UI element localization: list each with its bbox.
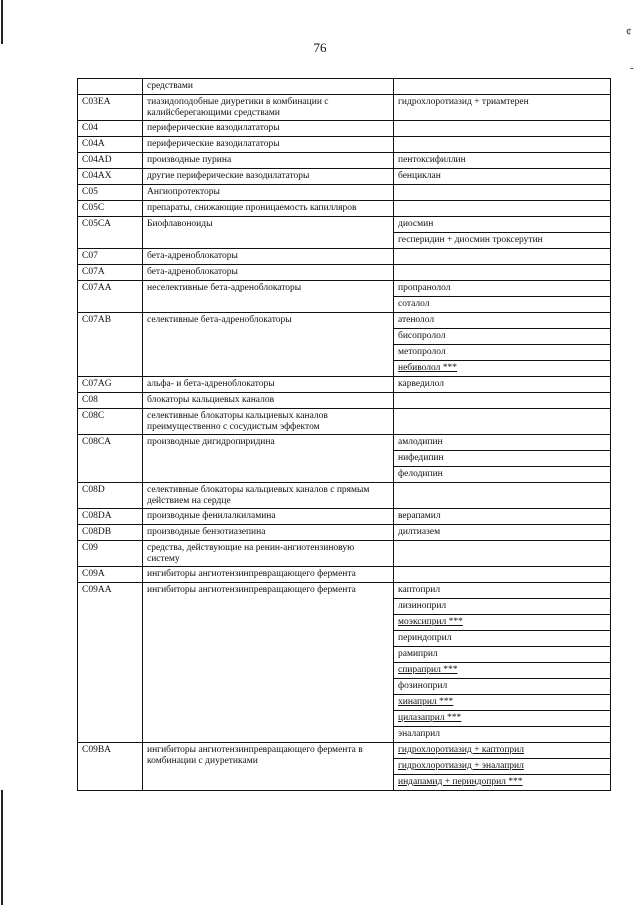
table-row (78, 583, 611, 599)
drug-group-cell: Ангиопротекторы (143, 185, 394, 201)
drug-name-cell (394, 137, 611, 153)
drug-name-cell (394, 345, 611, 361)
drug-name: рамиприл (398, 649, 438, 659)
drug-group-cell: ингибиторы ангиотензинпревращающего фермента в комбинации с диуретиками (143, 743, 394, 791)
page-number: 76 (313, 40, 327, 55)
atc-code-cell: C08 (78, 393, 143, 409)
drug-name-cell (394, 153, 611, 169)
drug-name: эналаприл (398, 729, 440, 739)
table-row (78, 169, 611, 185)
drug-name-cell (394, 775, 611, 791)
scan-edge-left-bottom (1, 790, 3, 905)
atc-code-cell: C04 (78, 121, 143, 137)
drug-group-cell: неселективные бета-адреноблокаторы (143, 281, 394, 313)
atc-code-cell: C08DA (78, 509, 143, 525)
drug-name-cell (394, 281, 611, 297)
drug-name-cell (394, 467, 611, 483)
drug-name: гидрохлоротиазид + каптоприл (398, 745, 525, 755)
table-row (78, 509, 611, 525)
atc-code-cell: C09 (78, 541, 143, 567)
table-row (78, 743, 611, 759)
table-row (78, 377, 611, 393)
atc-code-cell: C09A (78, 567, 143, 583)
drug-name: метопролол (398, 347, 446, 357)
drug-name: гидрохлоротиазид + триамтерен (398, 97, 529, 107)
drug-group-cell: Биофлавоноиды (143, 217, 394, 249)
drug-group-cell: тиазидоподобные диуретики в комбинации с калийсберегающими средствами (143, 95, 394, 121)
atc-code-cell: C07AB (78, 313, 143, 377)
drug-group-cell: ингибиторы ангиотензинпревращающего фермента (143, 567, 394, 583)
drug-name-cell (394, 409, 611, 435)
drug-name: индапамид + периндоприл *** (398, 777, 523, 787)
drug-name: периндоприл (398, 633, 452, 643)
scan-edge-left-top (1, 0, 3, 44)
drug-name-cell (394, 95, 611, 121)
drug-name: бисопролол (398, 331, 446, 341)
drug-name-cell (394, 185, 611, 201)
drug-name-cell (394, 567, 611, 583)
drug-name: амлодипин (398, 437, 443, 447)
drug-name: пропранолол (398, 283, 451, 293)
drug-name-cell (394, 233, 611, 249)
drug-group-cell: производные дигидропиридина (143, 435, 394, 483)
drug-name: лизиноприл (398, 601, 447, 611)
atc-code-cell: C08DB (78, 525, 143, 541)
drug-name: нифедипин (398, 453, 444, 463)
drug-group-cell: производные бензотиазепина (143, 525, 394, 541)
scan-mark-right: - (630, 62, 634, 74)
drug-name-cell (394, 217, 611, 233)
drug-name-cell (394, 711, 611, 727)
atc-code-cell: C04AD (78, 153, 143, 169)
drug-name: гесперидин + диосмин троксерутин (398, 235, 543, 245)
drug-name: атенолол (398, 315, 435, 325)
drug-name-cell (394, 663, 611, 679)
drug-name-cell (394, 329, 611, 345)
table-body (78, 79, 611, 791)
atc-code-cell: C05CA (78, 217, 143, 249)
atc-code-cell: C07A (78, 265, 143, 281)
table-row (78, 393, 611, 409)
table-row (78, 435, 611, 451)
table-row (78, 567, 611, 583)
drug-name: фелодипин (398, 469, 443, 479)
drug-name-cell (394, 435, 611, 451)
atc-code-cell: C03EA (78, 95, 143, 121)
table-row (78, 525, 611, 541)
table-row (78, 483, 611, 509)
atc-code-cell: C05 (78, 185, 143, 201)
drug-group-cell: производные пурина (143, 153, 394, 169)
drug-group-cell: периферические вазодилататоры (143, 137, 394, 153)
table-row (78, 201, 611, 217)
drug-group-cell: селективные блокаторы кальциевых каналов с прямым действием на сердце (143, 483, 394, 509)
drug-classification-table (77, 78, 611, 791)
table-row (78, 79, 611, 95)
drug-name-cell (394, 393, 611, 409)
atc-code-cell (78, 79, 143, 95)
drug-group-cell: блокаторы кальциевых каналов (143, 393, 394, 409)
drug-name-cell (394, 79, 611, 95)
drug-name: спираприл *** (398, 665, 458, 675)
drug-name-cell (394, 169, 611, 185)
drug-name: гидрохлоротиазид + эналаприл (398, 761, 524, 771)
drug-name-cell (394, 759, 611, 775)
atc-code-cell: C08D (78, 483, 143, 509)
table-row (78, 541, 611, 567)
drug-group-cell: селективные бета-адреноблокаторы (143, 313, 394, 377)
drug-name: верапамил (398, 511, 441, 521)
atc-code-cell: C04AX (78, 169, 143, 185)
atc-code-cell: C05C (78, 201, 143, 217)
drug-name: соталол (398, 299, 430, 309)
drug-name: бенциклан (398, 171, 441, 181)
drug-name-cell (394, 451, 611, 467)
drug-name: пентоксифиллин (398, 155, 466, 165)
atc-code-cell: C04A (78, 137, 143, 153)
table-row (78, 137, 611, 153)
drug-name-cell (394, 121, 611, 137)
drug-name: фозиноприл (398, 681, 448, 691)
table-row (78, 121, 611, 137)
drug-name-cell (394, 615, 611, 631)
table-row (78, 313, 611, 329)
drug-name-cell (394, 509, 611, 525)
drug-group-cell: средствами (143, 79, 394, 95)
drug-name-cell (394, 647, 611, 663)
scan-mark-top-right: ¢ (626, 26, 632, 38)
drug-group-cell: периферические вазодилататоры (143, 121, 394, 137)
drug-name-cell (394, 727, 611, 743)
drug-name-cell (394, 249, 611, 265)
drug-group-cell: средства, действующие на ренин-ангиотензиновую систему (143, 541, 394, 567)
atc-code-cell: C07 (78, 249, 143, 265)
drug-name-cell (394, 483, 611, 509)
drug-group-cell: альфа- и бета-адреноблокаторы (143, 377, 394, 393)
atc-code-cell: C08CA (78, 435, 143, 483)
table-row (78, 95, 611, 121)
drug-name-cell (394, 679, 611, 695)
atc-code-cell: C08C (78, 409, 143, 435)
table-row (78, 185, 611, 201)
atc-code-cell: C09BA (78, 743, 143, 791)
table-row (78, 153, 611, 169)
table-row (78, 217, 611, 233)
drug-name-cell (394, 377, 611, 393)
table-row (78, 409, 611, 435)
drug-name: каптоприл (398, 585, 441, 595)
table-row (78, 249, 611, 265)
drug-name-cell (394, 361, 611, 377)
table-row (78, 281, 611, 297)
drug-name-cell (394, 631, 611, 647)
drug-name: цилазаприл *** (398, 713, 462, 723)
drug-name-cell (394, 201, 611, 217)
drug-group-cell: препараты, снижающие проницаемость капилляров (143, 201, 394, 217)
table-row (78, 265, 611, 281)
drug-name: небиволол *** (398, 363, 457, 373)
drug-group-cell: ингибиторы ангиотензинпревращающего фермента (143, 583, 394, 743)
drug-name-cell (394, 583, 611, 599)
drug-name-cell (394, 743, 611, 759)
drug-group-cell: производные фенилалкиламина (143, 509, 394, 525)
drug-group-cell: бета-адреноблокаторы (143, 249, 394, 265)
drug-name-cell (394, 525, 611, 541)
atc-code-cell: C09AA (78, 583, 143, 743)
atc-code-cell: C07AA (78, 281, 143, 313)
drug-name-cell (394, 297, 611, 313)
drug-name-cell (394, 599, 611, 615)
atc-code-cell: C07AG (78, 377, 143, 393)
drug-group-cell: другие периферические вазодилататоры (143, 169, 394, 185)
drug-name: дилтиазем (398, 527, 441, 537)
drug-name: хинаприл *** (398, 697, 454, 707)
drug-name-cell (394, 265, 611, 281)
drug-group-cell: бета-адреноблокаторы (143, 265, 394, 281)
drug-name: моэксиприл *** (398, 617, 463, 627)
drug-name-cell (394, 313, 611, 329)
drug-group-cell: селективные блокаторы кальциевых каналов преимущественно с сосудистым эффектом (143, 409, 394, 435)
drug-name-cell (394, 541, 611, 567)
drug-name: диосмин (398, 219, 434, 229)
drug-name-cell (394, 695, 611, 711)
drug-name: карведилол (398, 379, 444, 389)
